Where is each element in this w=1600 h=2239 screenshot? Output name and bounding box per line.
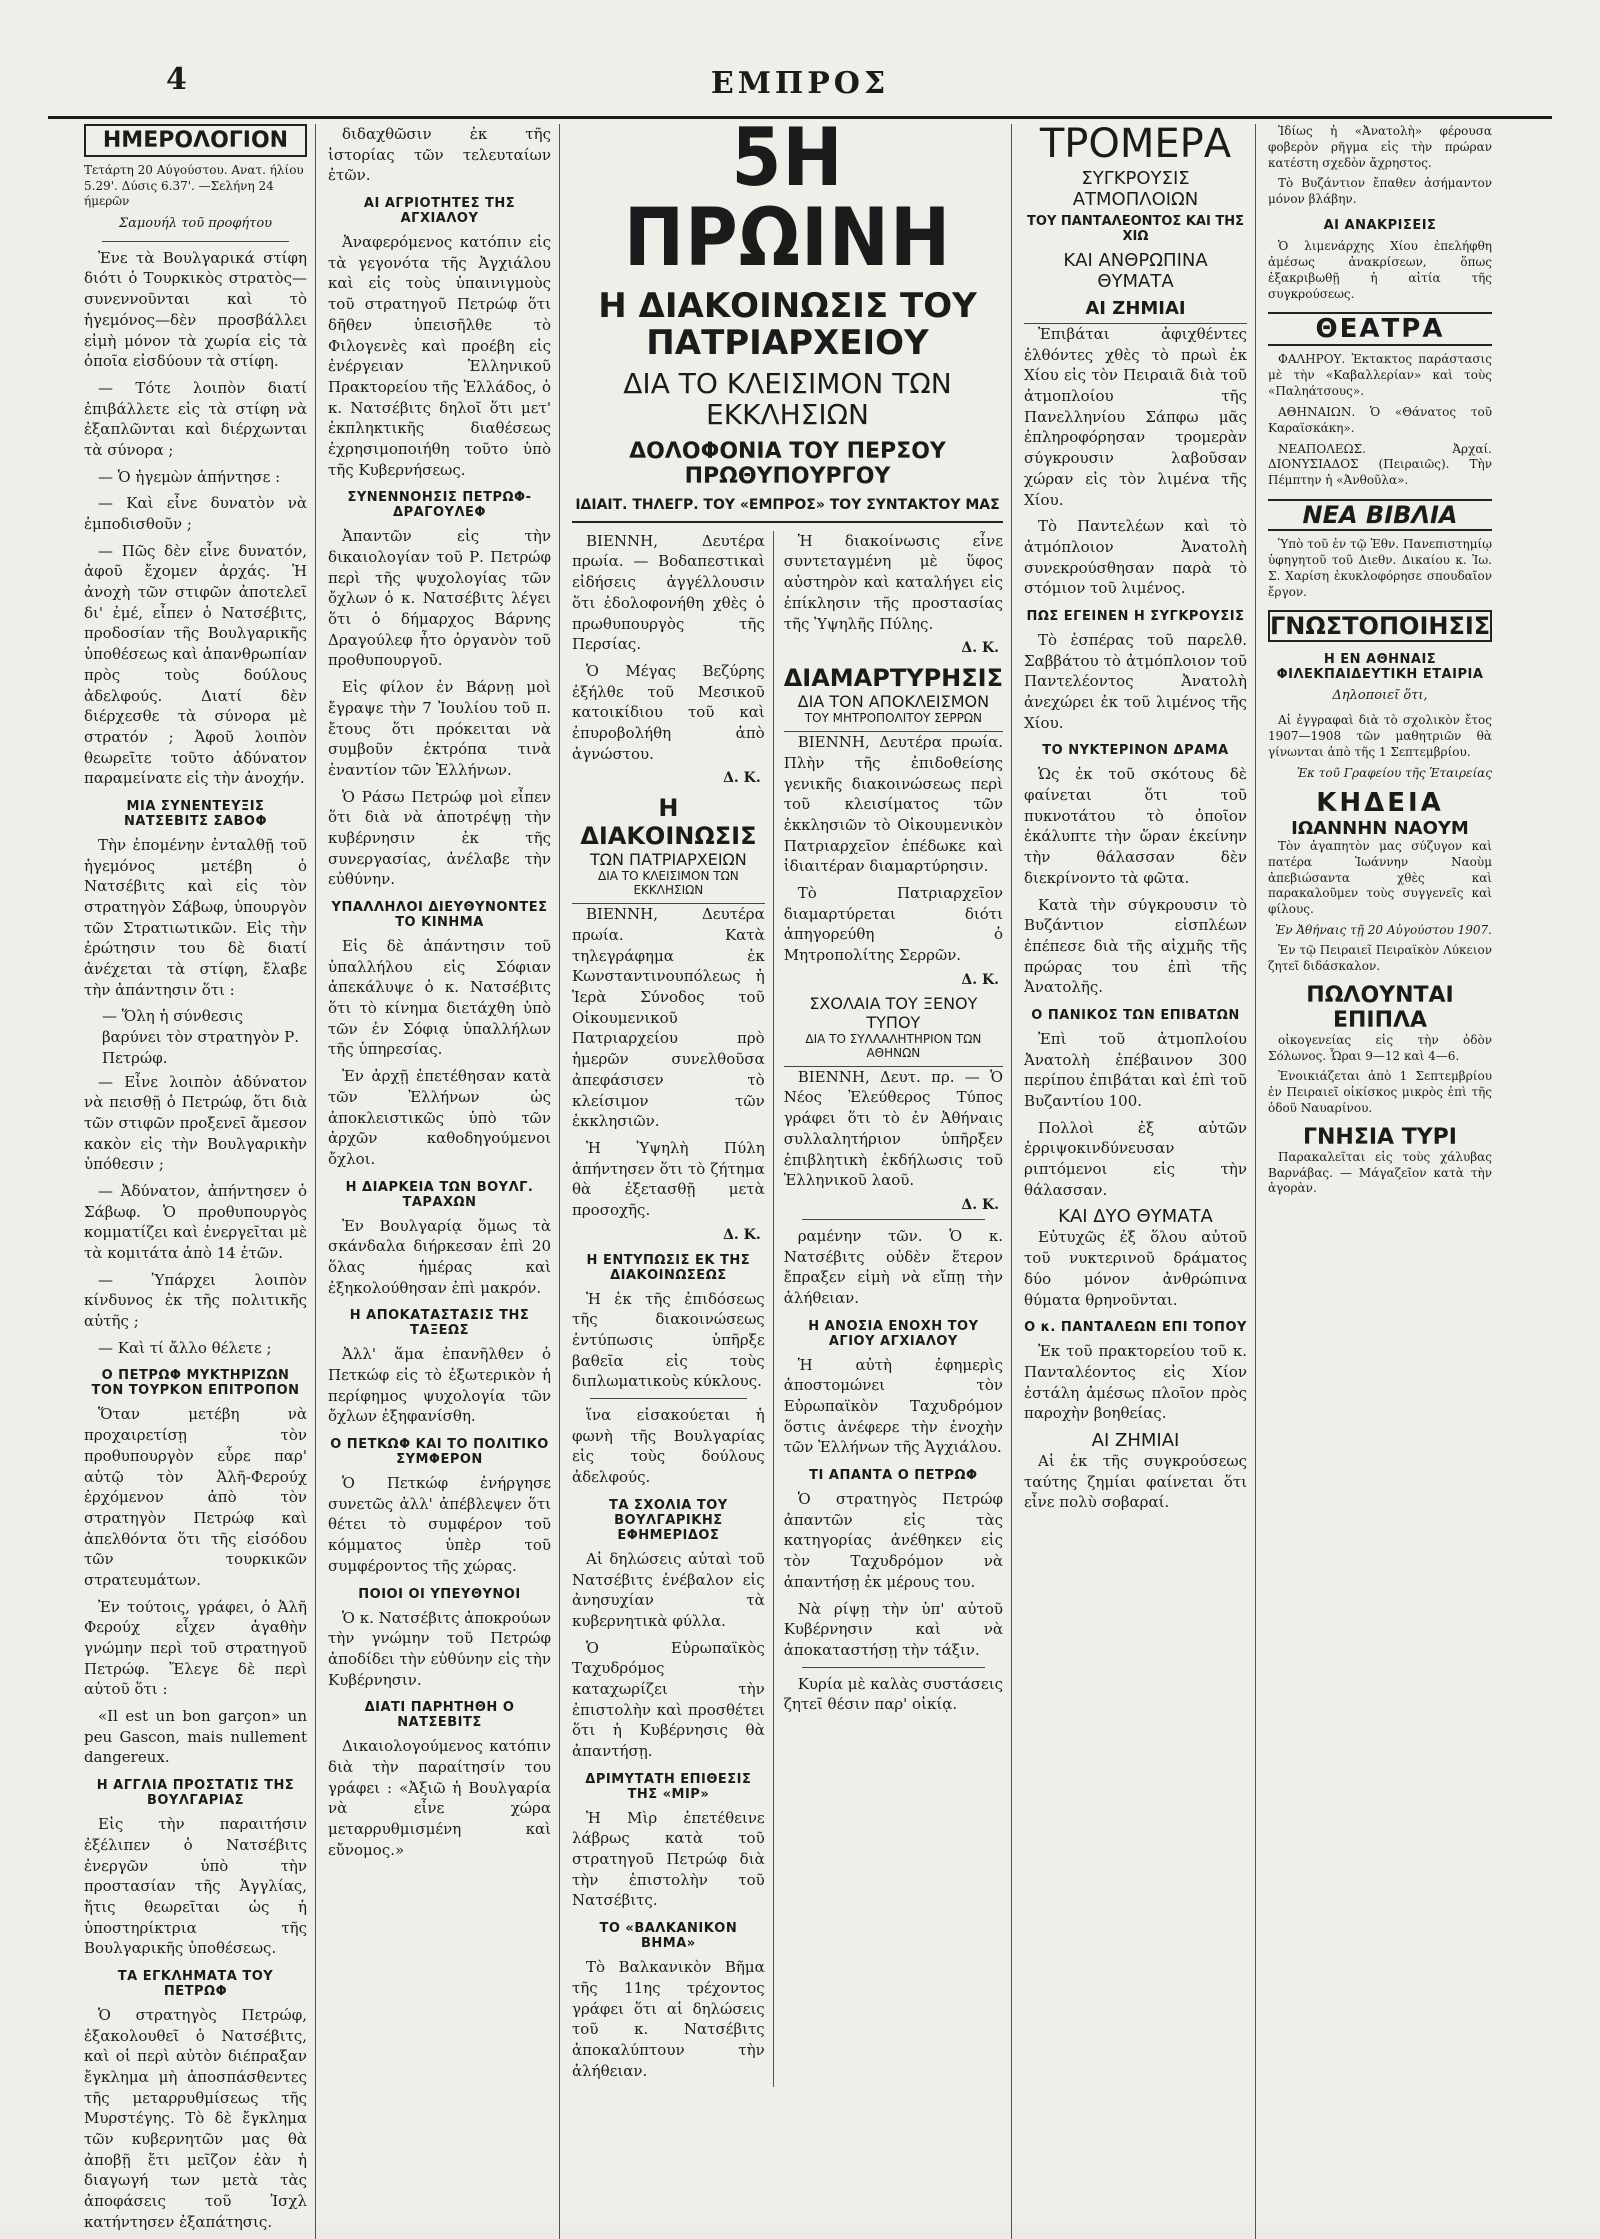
section-heading: Η ΔΙΑΚΟΙΝΩΣΙΣ <box>580 794 757 851</box>
notice-signature: Ἐκ τοῦ Γραφείου τῆς Ἑταιρείας <box>1296 765 1492 780</box>
calendar-text: Τετάρτη 20 Αύγούστου. Ανατ. ήλίου 5.29'. Δύσις 6.37'. —Σελήνη 24 ήμερῶν <box>84 163 304 209</box>
paragraph: Τὸ ἑσπέρας τοῦ παρελθ. Σαββάτου τὸ ἀτμόπλοιον τοῦ Παντελέοντος Ἀνατολὴ ἀνεχώρει ἐκ τοῦ λιμένος τῆς Χίου. <box>1024 630 1247 732</box>
theatre-listing: ΝΕΑΠΟΛΕΩΣ. Ἀρχαί. ΔΙΟΝΥΣΙΑΔΟΣ (Πειραιῶς). Τὴν Πέμπτην ἡ «Ἀνθοῦλα». <box>1268 441 1492 488</box>
paragraph: — Πῶς δὲν εἶνε δυνατόν, ἀφοῦ ἔχομεν ἀρχάς. Ἡ ἀνοχὴ τῶν στιφῶν ἀποτελεῖ δι' ἐμέ, εἶπεν ὁ Νατσέβιτς, προδοσίαν τῆς Βουλγαρικῆς ὑποθέσεως καὶ ἀπανθρωπίαν πρὸς τοὺς δούλους ἀδελφούς. Διατί δὲν διέρχεσθε τὰ σύνορα μὲ στρατόν ; Ἀφοῦ λοιπὸν θεωρεῖτε τοῦτο ἀδύνατον παραμείνατε εἰς τὴν ἀνοχήν. <box>84 541 307 788</box>
section-heading: Η ΔΙΑΡΚΕΙΑ ΤΩΝ ΒΟΥΛΓ. ΤΑΡΑΧΩΝ <box>345 1179 534 1210</box>
byline: ΙΔΙΑΙΤ. ΤΗΛΕΓΡ. ΤΟΥ «ΕΜΠΡΟΣ» ΤΟΥ ΣΥΝΤΑΚΤΟΥ ΜΑΣ <box>572 497 1003 523</box>
column-2 <box>328 124 560 2239</box>
story-subheadline: ΣΥΓΚΡΟΥΣΙΣ ΑΤΜΟΠΛΟΙΩΝ <box>1072 168 1199 210</box>
section-heading: ΔΡΙΜΥΤΑΤΗ ΕΠΙΘΕΣΙΣ ΤΗΣ «ΜΙΡ» <box>585 1771 752 1802</box>
section-heading: ΣΥΝΕΝΝΟΗΣΙΣ ΠΕΤΡΩΦ-ΔΡΑΓΟΥΛΕΦ <box>347 490 532 521</box>
paragraph: Πολλοὶ ἐξ αὐτῶν ἐρριψοκινδύνευσαν ριπτόμενοι εἰς τὴν θάλασσαν. <box>1024 1118 1247 1199</box>
section-heading: ΤΑ ΕΓΚΛΗΜΑΤΑ ΤΟΥ ΠΕΤΡΩΦ <box>117 1968 274 1999</box>
theatres-heading: ΘΕΑΤΡΑ <box>1268 312 1492 346</box>
paragraph: Εἰς δὲ ἀπάντησιν τοῦ ὑπαλλήλου εἰς Σόφιαν ἀπεκάλυψε ὁ κ. Νατσέβιτς ὅτι τὸ κίνημα διετάχθη ὑπὸ τῶν ἐν Σόφιᾳ ὑπαλλήλων τῆς ὑπηρεσίας. <box>328 937 551 1059</box>
section-heading: Η ΑΝΟΣΙΑ ΕΝΟΧΗ ΤΟΥ ΑΓΙΟΥ ΑΓΧΙΑΛΟΥ <box>808 1318 979 1349</box>
lead-subheadline: ΔΙΑ ΤΟ ΚΛΕΙΣΙΜΟΝ ΤΩΝ ΕΚΚΛΗΣΙΩΝ <box>623 366 952 431</box>
lead-inner-columns <box>572 531 1003 2088</box>
paragraph: Τὸ Παντελέων καὶ τὸ ἀτμόπλοιον Ἀνατολὴ συνεκρούσθησαν παρὰ τὸ στόμιον τοῦ λιμένος. <box>1024 517 1247 598</box>
paragraph: ραμένην τῶν. Ὁ κ. Νατσέβιτς οὐδὲν ἕτερον ἔπραξεν εἰμὴ νὰ εἴπῃ τὴν ἀλήθειαν. <box>783 1226 1003 1307</box>
paragraph: Ἐνε τὰ Βουλγαρικά στίφη διότι ὁ Τουρκικὸς στρατὸς—συνεννοῦνται καὶ τὸ ἡγεμόνος—δὲν προσβάλλει εἰμὴ μόνον τὰ χωρία εἰς τὰ ὁποῖα εἰσδύουν τὰ στίφη. <box>84 248 307 371</box>
funeral-heading: ΚΗΔΕΙΑ <box>1316 787 1444 818</box>
paragraph: Ἐνοικιάζεται ἀπὸ 1 Σεπτεμβρίου ἐν Πειραιεῖ οἰκίσκος μικρὸς ἐπὶ τῆς ὁδοῦ Ναυαρίνου. <box>1268 1069 1492 1115</box>
paragraph: ΒΙΕΝΝΗ, Δευτ. πρ. — Ὁ Νέος Ἐλεύθερος Τύπος γράφει ὅτι τὸ ἐν Ἀθήναις συλλαλητήριον ὑπῆρξεν ἐπιβλητικὴ ἐκδήλωσις τοῦ Ἑλληνικοῦ λαοῦ. <box>783 1067 1003 1190</box>
section-heading: Ο ΠΑΝΙΚΟΣ ΤΩΝ ΕΠΙΒΑΤΩΝ <box>1031 1007 1240 1023</box>
paragraph: — Καὶ τί ἄλλο θέλετε ; <box>98 1338 272 1357</box>
section-heading: Η ΕΝ ΑΘΗΝΑΙΣ ΦΙΛΕΚΠΑΙΔΕΥΤΙΚΗ ΕΤΑΙΡΙΑ <box>1276 652 1484 683</box>
section-heading: ΤΙ ΑΠΑΝΤΑ Ο ΠΕΤΡΩΦ <box>809 1468 978 1484</box>
paragraph: ἵνα εἰσακούεται ἡ φωνὴ τῆς Βουλγαρίας εἰς τοὺς δούλους ἀδελφούς. <box>572 1406 765 1487</box>
advertisement-text: οἰκογενείας εἰς τὴν ὁδὸν Σόλωνος. Ὧραι 9—12 καὶ 4—6. <box>1268 1032 1492 1063</box>
advertisement-heading: ΓΝΗΣΙΑ ΤΥΡΙ <box>1303 1124 1457 1150</box>
notice-heading: ΓΝΩΣΤΟΠΟΙΗΣΙΣ <box>1270 612 1491 641</box>
paragraph: Νὰ ρίψῃ τὴν ὑπ' αὐτοῦ Κυβέρνησιν καὶ νὰ ἀποκαταστήσῃ τὴν τάξιν. <box>783 1599 1003 1659</box>
page-number: 4 <box>166 62 187 97</box>
section-heading: ΔΙΑ ΤΟ ΣΥΛΛΑΛΗΤΗΡΙΟΝ ΤΩΝ ΑΘΗΝΩΝ <box>784 1032 1003 1067</box>
funeral-name: ΙΩΑΝΝΗΝ ΝΑΟΥΜ <box>1291 817 1469 839</box>
columns <box>84 111 1552 2231</box>
lead-subheadline: ΔΟΛΟΦΟΝΙΑ ΤΟΥ ΠΕΡΣΟΥ ΠΡΩΘΥΠΟΥΡΓΟΥ <box>629 439 946 489</box>
paragraph: — Εἶνε λοιπὸν ἀδύνατον νὰ πεισθῇ ὁ Πετρώφ, ὅτι διὰ τῶν στιφῶν προξενεῖ ἄμεσον κακὸν εἰς τὴν Βουλγαρικὴν ὑπόθεσιν ; <box>84 1072 307 1174</box>
column-1 <box>84 124 316 2239</box>
signature: Δ. Κ. <box>961 971 999 988</box>
divider <box>590 1398 747 1399</box>
paragraph: Ἐν τούτοις, γράφει, ὁ Ἀλῆ Φερούχ εἶχεν ἀγαθὴν γνώμην περὶ τοῦ στρατηγοῦ Πετρώφ. Ἔλεγε δὲ περὶ αὐτοῦ ὅτι : <box>84 1597 307 1699</box>
divider <box>802 1667 985 1668</box>
section-heading: ΔΙΑΜΑΡΤΥΡΗΣΙΣ <box>783 664 1003 693</box>
paragraph: Τὸ Βυζάντιον ἔπαθεν ἀσήμαντον μόνον βλάβην. <box>1268 176 1492 207</box>
quote: — Ὅλη ἡ σύνθεσις βαρύνει τὸν στρατηγὸν Ρ. Πετρώφ. <box>102 1007 300 1067</box>
paragraph: — Καὶ εἶνε δυνατὸν νὰ ἐμποδισθοῦν ; <box>84 494 307 534</box>
paragraph: — Τότε λοιπὸν διατί ἐπιβάλλετε εἰς τὰ στίφη νὰ ἐξαπλῶνται καὶ διέρχωνται τὰ σύνορα ; <box>84 378 307 459</box>
advertisement-text: Παρακαλεῖται εἰς τοὺς χάλυβας Βαρνάβας. — Μάγαζεῖον κατὰ τὴν ἀγορὰν. <box>1268 1149 1492 1196</box>
theatre-listing: ΦΑΛΗΡΟΥ. Ἐκτακτος παράστασις μὲ τὴν «Καβαλλερίαν» καὶ τοὺς «Παληάτσους». <box>1268 352 1492 399</box>
story-subheadline: ΚΑΙ ΑΝΘΡΩΠΙΝΑ ΘΥΜΑΤΑ <box>1063 250 1208 292</box>
section-heading: ΠΟΙΟΙ ΟΙ ΥΠΕΥΘΥΝΟΙ <box>358 1586 521 1602</box>
paragraph: Ἀπαντῶν εἰς τὴν δικαιολογίαν τοῦ Ρ. Πετρώφ περὶ τῆς ψυχολογίας τῶν ὄχλων ὁ κ. Νατσέβιτς λέγει ὅτι ὁ δήμαρχος Βάρνης Δραγούλεφ ἦτο ὀργανὸν τοῦ προθυπουργοῦ. <box>328 527 551 670</box>
paragraph: Τὸ Βαλκανικὸν Βῆμα τῆς 11ης τρέχοντος γράφει ὅτι αἱ δηλώσεις τοῦ κ. Νατσέβιτς ἀποκαλύπτουν τὴν ἀλήθειαν. <box>572 1958 765 2080</box>
section-heading: ΣΧΟΛΑΙΑ ΤΟΥ ΞΕΝΟΥ ΤΥΠΟΥ <box>809 993 978 1032</box>
story-subheadline: ΤΟΥ ΠΑΝΤΑΛΕΟΝΤΟΣ ΚΑΙ ΤΗΣ ΧΙΩ <box>1027 214 1244 244</box>
paragraph: Ἐκ τοῦ πρακτορείου τοῦ κ. Πανταλέοντος εἰς Χίον ἐστάλη ἀμέσως πλοῖον πρὸς παροχὴν βοηθείας. <box>1024 1342 1247 1423</box>
notice-subheading: Δηλοποιεῖ ὅτι, <box>1332 688 1428 704</box>
paragraph: Εὐτυχῶς ἐξ ὅλου αὐτοῦ τοῦ νυκτερινοῦ δράματος δύο μόνον ἀνθρώπινα θύματα θρηνοῦνται. <box>1024 1228 1247 1309</box>
paragraph: Αἱ ἐγγραφαὶ διὰ τὸ σχολικὸν ἔτος 1907—1908 τῶν μαθητριῶν θὰ γίνωνται ἀπὸ τῆς 1 Σεπτεμβρίου. <box>1268 713 1492 760</box>
paragraph: Εἰς φίλον ἐν Βάρνῃ μοὶ ἔγραψε τὴν 7 Ἰουλίου τοῦ π. ἔτους ὅτι πρόκειται νὰ συμβοῦν ἐκτρόπα τινὰ ἐναντίον τῶν Ἑλλήνων. <box>328 678 551 779</box>
paragraph: Ἐν τῷ Πειραιεῖ Πειραϊκὸν Λύκειον ζητεῖ διδάσκαλον. <box>1268 943 1492 973</box>
advertisement-heading: ΠΩΛΟΥΝΤΑΙ ΕΠΙΠΛΑ <box>1306 982 1454 1033</box>
paragraph: Τὴν ἐπομένην ἐνταλθῇ τοῦ ἡγεμόνος μετέβη ὁ Νατσέβιτς καὶ εἰς τὸν στρατηγὸν Σάβωφ, ὑπουργὸν τῶν Στρατιωτικῶν. Εἰς τὴν ἐρώτησιν του δὲ διατί ἀνέχεται τὰ στίφη, ἔλαβε τὴν ἀπάντησιν ὅτι : <box>84 835 307 999</box>
paragraph: Ἡ διακοίνωσις εἶνε συντεταγμένη μὲ ὕφος αὐστηρὸν καὶ καταλήγει εἰς ἐπίκλησιν τῆς προστασίας τῆς Ὑψηλῆς Πύλης. <box>783 531 1003 633</box>
newspaper-title: ΕΜΠΡΟΣ <box>710 66 890 101</box>
paragraph: Τὸ Πατριαρχεῖον διαμαρτύρεται διότι ἀπηγορεύθη ὁ Μητροπολίτης Σερρῶν. <box>783 884 1003 965</box>
signature: Δ. Κ. <box>723 770 761 787</box>
calendar-saint: Σαμουήλ τοῦ προφήτου <box>118 215 273 231</box>
paragraph: Κατὰ τὴν σύγκρουσιν τὸ Βυζάντιον εἰσπλέων ἐπέπεσε διὰ τῆς αἰχμῆς τῆς πρώρας του ἐπὶ τῆς Ἀνατολῆς. <box>1024 895 1247 997</box>
section-heading: ΔΙΑ ΤΟΝ ΑΠΟΚΛΕΙΣΜΟΝ <box>797 692 990 712</box>
paragraph: ΒΙΕΝΝΗ, Δευτέρα πρωία. Κατὰ τηλεγράφημα ἐκ Κωνσταντινουπόλεως ἡ Ἱερὰ Σύνοδος τοῦ Οἰκουμενικοῦ Πατριαρχείου πρὸ ἡμερῶν συνελθοῦσα ἀπεφάσισεν τὸ κλείσιμον τῶν ἐκκλησιῶν. <box>572 905 765 1131</box>
divider <box>802 1219 985 1220</box>
paragraph: Εἰς τὴν παραιτήσιν ἐξέλιπεν ὁ Νατσέβιτς ἐνεργῶν ὑπὸ τὴν προστασίαν τῆς Ἀγγλίας, ἥτις θεωρεῖται ὡς ἡ ὑποστηρίκτρια τῆς Βουλγαρικῆς ὑποθέσεως. <box>84 1815 307 1958</box>
section-heading: Ο ΠΕΤΡΩΦ ΜΥΚΤΗΡΙΖΩΝ ΤΟΝ ΤΟΥΡΚΟΝ ΕΠΙΤΡΟΠΟΝ <box>91 1368 300 1399</box>
paragraph: «Il est un bon garçon» un peu Gascon, mais nullement dangereux. <box>84 1707 307 1767</box>
section-heading: Η ΕΝΤΥΠΩΣΙΣ ΕΚ ΤΗΣ ΔΙΑΚΟΙΝΩΣΕΩΣ <box>586 1252 751 1283</box>
paragraph: Ἡ ἐκ τῆς ἐπιδόσεως τῆς διακοινώσεως ἐντύπωσις ὑπῆρξε βαθεῖα εἰς τοὺς διπλωματικοὺς κύκλους. <box>572 1289 765 1391</box>
paragraph: Αἱ ἐκ τῆς συγκρούσεως ταύτης ζημίαι φαίνεται ὅτι εἶνε πολὺ σοβαραί. <box>1024 1451 1247 1512</box>
story-subheadline: ΑΙ ΖΗΜΙΑΙ <box>1024 298 1247 324</box>
theatre-listing: ΑΘΗΝΑΙΩΝ. Ὁ «Θάνατος τοῦ Καραϊσκάκη». <box>1268 404 1492 435</box>
paragraph: Ὁ Πετκώφ ἐνήργησε συνετῶς ἀλλ' ἀπέβλεψεν ὅτι θέτει τὸ συμφέρον τοῦ κόμματος ὑπὲρ τοῦ συμφέροντος τῆς χώρας. <box>328 1474 551 1575</box>
paragraph: Ἐπιβάται ἀφιχθέντες ἐλθόντες χθὲς τὸ πρωὶ ἐκ Χίου εἰς τὸν Πειραιᾶ διὰ τοῦ ἀτμοπλοίου τῆς Πανελληνίου Σάπφω μᾶς ἐπληροφόρησαν τρομερὰν σύγκρουσιν λαβοῦσαν χώραν εἰς τὸν λιμένα τῆς Χίου. <box>1024 325 1247 509</box>
signature: Δ. Κ. <box>723 1226 761 1243</box>
column-4 <box>1024 121 1256 2239</box>
paragraph: Ὁ λιμενάρχης Χίου ἐπελήφθη ἀμέσως ἀνακρίσεων, ὅπως ἐξακριβωθῇ ἡ αἰτία τῆς συγκρούσεως. <box>1268 239 1492 301</box>
paragraph: Ἀναφερόμενος κατόπιν εἰς τὰ γεγονότα τῆς Ἀγχιάλου καὶ εἰς τοὺς ὑπαινιγμοὺς τοῦ στρατηγοῦ Πετρώφ ὅτι δῆθεν ὑπεισῆλθε τὸ Φιλογενὲς καὶ προέβη εἰς ἐνέργειαν Ἑλληνικοῦ Πρακτορείου τῆς Ἑλλάδος, ὁ κ. Νατσέβιτς δηλοῖ ὅτι μετ' ἐκπληκτικῆς διαθέσεως ἐχρησιμοποιήθη τοῦτο ὑπὸ τῆς Κυβερνήσεως. <box>328 233 551 479</box>
paragraph: ΒΙΕΝΝΗ, Δευτέρα πρωία. — Βοδαπεστικαὶ εἰδήσεις ἀγγέλλουσιν ὅτι ἐδολοφονήθη χθὲς ὁ πρωθυπουργὸς τῆς Περσίας. <box>572 531 765 654</box>
signature: Δ. Κ. <box>961 1196 999 1213</box>
paragraph: Ἐπὶ τοῦ ἀτμοπλοίου Ἀνατολὴ ἐπέβαινον 300 περίπου ἐπιβάται καὶ ἐπὶ τοῦ Βυζαντίου 100. <box>1024 1029 1247 1110</box>
paragraph: διδαχθῶσιν ἐκ τῆς ἱστορίας τῶν τελευταίων ἐτῶν. <box>328 125 551 185</box>
section-heading: ΚΑΙ ΔΥΟ ΘΥΜΑΤΑ <box>1058 1206 1213 1228</box>
paragraph: — Ἀδύνατον, ἀπήντησεν ὁ Σάβωφ. Ὁ προθυπουργὸς κομματίζει καὶ ἐνεργεῖται μὲ τὰ κομιτάτα ἀπὸ 14 ἐτῶν. <box>84 1181 307 1263</box>
paragraph: Ἐν ἀρχῇ ἐπετέθησαν κατὰ τῶν Ἑλλήνων ὡς ἀποκλειστικῶς ὑπὸ τῶν ἀρχῶν καθοδηγούμενοι ὄχλοι. <box>328 1067 551 1168</box>
funeral-date: Ἐν Ἀθήναις τῇ 20 Αὐγούστου 1907. <box>1275 923 1492 938</box>
paragraph: ΒΙΕΝΝΗ, Δευτέρα πρωία. Πλὴν τῆς ἐπιδοθείσης γενικῆς διακοινώσεως περὶ τοῦ κλεισίματος τῶν ἐκκλησιῶν τὸ Οἰκουμενικὸν Πατριαρχεῖον ἐπέδωκε καὶ ἰδιαιτέραν διαμαρτύρησιν. <box>783 733 1003 876</box>
section-heading: ΤΟΥ ΜΗΤΡΟΠΟΛΙΤΟΥ ΣΕΡΡΩΝ <box>784 711 1003 732</box>
section-heading: Ο ΠΕΤΚΩΦ ΚΑΙ ΤΟ ΠΟΛΙΤΙΚΟ ΣΥΜΦΕΡΟΝ <box>330 1437 549 1468</box>
paragraph: Ἰδίως ἡ «Ἀνατολὴ» φέρουσα φοβερὸν ρῆγμα εἰς τὴν πρώραν κατέστη σχεδὸν ἄχρηστος. <box>1268 124 1492 170</box>
paragraph: Ὁ Εὐρωπαϊκὸς Ταχυδρόμος καταχωρίζει τὴν ἐπιστολὴν καὶ προσθέτει ὅτι ἡ Κυβέρνησις θὰ ἀπαντήσῃ. <box>572 1638 765 1760</box>
section-heading: Ο κ. ΠΑΝΤΑΛΕΩΝ ΕΠΙ ΤΟΠΟΥ <box>1024 1320 1247 1336</box>
section-heading: ΠΩΣ ΕΓΕΙΝΕΝ Η ΣΥΓΚΡΟΥΣΙΣ <box>1026 608 1245 624</box>
paragraph: Ὑπὸ τοῦ ἐν τῷ Ἐθν. Πανεπιστημίῳ ὑφηγητοῦ τοῦ Διεθν. Δικαίου κ. Ἰω. Σ. Χαρίση ἐκυκλοφόρησε σπουδαῖον ἔργον. <box>1268 537 1492 599</box>
divider <box>102 241 289 242</box>
section-heading: ΤΑ ΣΧΟΛΙΑ ΤΟΥ ΒΟΥΛΓΑΡΙΚΗΣ ΕΦΗΜΕΡΙΔΟΣ <box>608 1497 728 1543</box>
section-heading: ΔΙΑ ΤΟ ΚΛΕΙΣΙΜΟΝ ΤΩΝ ΕΚΚΛΗΣΙΩΝ <box>572 869 765 904</box>
section-heading: ΔΙΑΤΙ ΠΑΡΗΤΗΘΗ Ο ΝΑΤΣΕΒΙΤΣ <box>364 1700 515 1731</box>
paragraph: Ἡ αὐτὴ ἐφημερὶς ἀποστομώνει τὸν Εὐρωπαϊκὸν Ταχυδρόμον ὅστις ἀνέφερε τὴν ἐνοχὴν τῶν Ἑλλήνων τῆς Ἀγχιάλου. <box>783 1355 1003 1457</box>
paragraph: Ὁ στρατηγὸς Πετρώφ ἀπαντῶν εἰς τὰς κατηγορίας ἀνέθηκεν εἰς τὸν Ταχυδρόμον νὰ ἀπαντήσῃ ἐκ μέρους του. <box>783 1490 1003 1591</box>
paragraph: Ὁ κ. Νατσέβιτς ἀποκρούων τὴν γνώμην τοῦ Πετρώφ ἀποδίδει τὴν εὐθύνην εἰς τὴν Κυβέρνησιν. <box>328 1608 551 1689</box>
signature: Δ. Κ. <box>961 640 999 657</box>
column-5 <box>1268 124 1500 2239</box>
paragraph: Ἡ Μὶρ ἐπετέθεινε λάβρως κατὰ τοῦ στρατηγοῦ Πετρώφ διὰ τὴν ἐπιστολὴν τοῦ Νατσέβιτς. <box>572 1808 765 1910</box>
paragraph: Ἀλλ' ἅμα ἐπανῆλθεν ὁ Πετκώφ εἰς τὸ ἐξωτερικὸν ἡ περίφημος ψυχολογία τῶν ὄχλων ἐξηφανίσθη. <box>328 1345 551 1426</box>
paragraph: Ὁ Μέγας Βεζύρης ἐξήλθε τοῦ Μεσικοῦ κατοικίδιου τοῦ καὶ ἐπυροβολήθη ἀπὸ ἀγνώστου. <box>572 661 765 763</box>
quote: Ὁ Ράσω Πετρώφ μοὶ εἶπεν ὅτι διὰ νὰ ἀποτρέψῃ τὴν κυβέρνησιν ἐκ τῆς συνεργασίας, ἀνέλαβε τὴν εὐθύνην. <box>328 787 551 889</box>
paragraph: Ὁ στρατηγὸς Πετρώφ, ἐξακολουθεῖ ὁ Νατσέβιτς, καὶ οἱ περὶ αὐτὸν διέπραξαν ἔγκλημα μὴ ἀποσπάσθεντες τῆς μεταρρυθμίσεως τῆς Μυρστέγης. Τὸ δὲ ἔγκλημα τῶν κυβερνητῶν μας θὰ ἀποβῇ ἔτι μεῖζον ἐὰν ἡ διαγωγή των μετὰ τὰς ἀποφάσεις τοῦ Ἰσχλ κατήντησεν ἐξαπάτησις. <box>84 2005 307 2231</box>
section-heading: ΥΠΑΛΛΗΛΟΙ ΔΙΕΥΘΥΝΟΝΤΕΣ ΤΟ ΚΙΝΗΜΑ <box>331 900 548 930</box>
paragraph: Τὸν ἀγαπητὸν μας σύζυγον καὶ πατέρα Ἰωάννην Ναοὺμ ἀπεβιώσαντα χθὲς καὶ παρακαλοῦμεν τοὺς συγγενεῖς καὶ φίλους. <box>1268 838 1492 917</box>
section-heading: Η ΑΓΓΛΙΑ ΠΡΟΣΤΑΤΙΣ ΤΗΣ ΒΟΥΛΓΑΡΙΑΣ <box>96 1778 295 1809</box>
section-heading: ΑΙ ΖΗΜΙΑΙ <box>1091 1429 1180 1451</box>
section-heading: ΤΟ «ΒΑΛΚΑΝΙΚΟΝ ΒΗΜΑ» <box>599 1921 738 1952</box>
paragraph: Αἱ δηλώσεις αὐταὶ τοῦ Νατσέβιτς ἐνέβαλον εἰς ἀνησυχίαν τὰ κυβερνητικὰ φύλλα. <box>572 1549 765 1630</box>
section-heading: ΑΙ ΑΓΡΙΟΤΗΤΕΣ ΤΗΣ ΑΓΧΙΑΛΟΥ <box>363 196 516 227</box>
paragraph: Ἡ Ὑψηλὴ Πύλη ἀπήντησεν ὅτι τὸ ζήτημα θὰ ἐξετασθῇ μετὰ προσοχῆς. <box>572 1138 765 1219</box>
paragraph: Ἐν Βουλγαρίᾳ ὅμως τὰ σκάνδαλα διήρκεσαν ἐπὶ 20 ὅλας ἡμέρας καὶ ἐξηκολούθησαν ἐπὶ μακρόν. <box>328 1216 551 1297</box>
classified-ad: Κυρία μὲ καλὰς συστάσεις ζητεῖ θέσιν παρ' οἰκίᾳ. <box>783 1674 1003 1714</box>
lead-headline: 5Η ΠΡΩΙΝΗ <box>623 111 952 284</box>
section-heading: ΤΟ ΝΥΚΤΕΡΙΝΟΝ ΔΡΑΜΑ <box>1042 743 1229 759</box>
section-heading: ΑΙ ΑΝΑΚΡΙΣΕΙΣ <box>1323 218 1437 234</box>
lead-right <box>784 531 1003 2088</box>
paragraph: Ὅταν μετέβη νὰ προχαιρετίσῃ τὸν προθυπουργὸν εὗρε παρ' αὐτῷ τὸν Ἀλῆ-Φερούχ ἐρχόμενον ἀπὸ τὸν στρατηγὸν Πετρώφ καὶ ἀπελθόντα ὅτι τῆς εἰσόδου τῶν τουρκικῶν στρατευμάτων. <box>84 1405 307 1589</box>
paragraph: Ὡς ἐκ τοῦ σκότους δὲ φαίνεται ὅτι τοῦ πυκνοτάτου τὸ ὁποῖον ἐκάλυπτε τὴν ὥραν ἐκείνην τὴν θάλασσαν δὲν διεκρίνοντο τὰ φῶτα. <box>1024 765 1247 887</box>
section-heading: Η ΑΠΟΚΑΤΑΣΤΑΣΙΣ ΤΗΣ ΤΑΞΕΩΣ <box>349 1308 530 1339</box>
section-heading: ΤΩΝ ΠΑΤΡΙΑΡΧΕΙΩΝ <box>589 850 747 870</box>
lead-left <box>572 531 774 2088</box>
paragraph: — Ὁ ἡγεμὼν ἀπήντησε : <box>98 467 281 486</box>
new-books-heading: ΝΕΑ ΒΙΒΛΙΑ <box>1268 499 1492 531</box>
story-headline: ΤΡΟΜΕΡΑ <box>1039 121 1232 167</box>
column-3-lead-story <box>572 111 1012 2239</box>
paragraph: Δικαιολογούμενος κατόπιν διὰ τὴν παραίτησίν του γράφει : «Ἀξιῶ ἡ Βουλγαρία νὰ εἶνε χώρα μεταρρυθμισμένη καὶ εὔνομος.» <box>328 1737 551 1859</box>
paragraph: — Ὑπάρχει λοιπὸν κίνδυνος ἐκ τῆς πολιτικῆς αὐτῆς ; <box>84 1270 307 1331</box>
lead-subheadline: Η ΔΙΑΚΟΙΝΩΣΙΣ ΤΟΥ ΠΑΤΡΙΑΡΧΕΙΟΥ <box>598 286 977 364</box>
section-heading: ΜΙΑ ΣΥΝΕΝΤΕΥΞΙΣ ΝΑΤΣΕΒΙΤΣ ΣΑΒΟΦ <box>123 798 268 829</box>
calendar-title: ΗΜΕΡΟΛΟΓΙΟΝ <box>84 124 307 157</box>
